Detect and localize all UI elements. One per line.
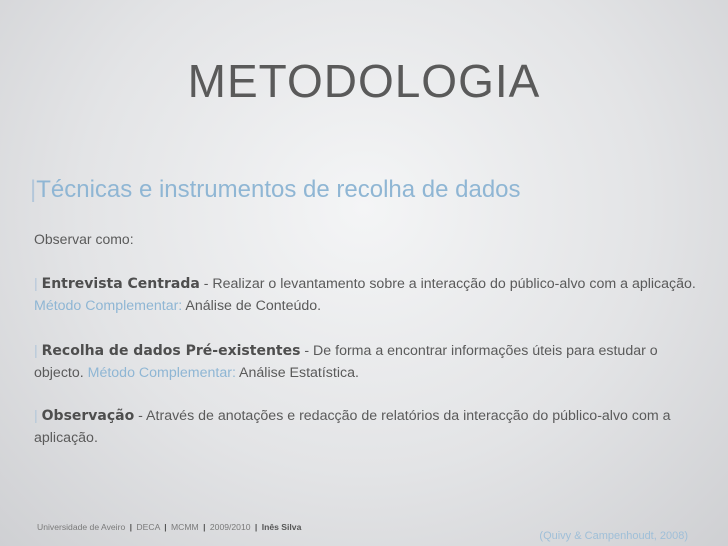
footer-separator: |	[203, 522, 206, 532]
footer	[37, 522, 301, 532]
footer-university: Universidade de Aveiro	[37, 522, 126, 532]
item-text: - Realizar o levantamento sobre a interacção do público-alvo com a aplicação.	[199, 276, 696, 292]
subtitle-text: Técnicas e instrumentos de recolha de dados	[36, 176, 521, 203]
footer-separator: |	[254, 522, 258, 532]
item-heading: Observação	[41, 408, 135, 424]
footer-program: MCMM	[171, 522, 199, 532]
item-heading: Recolha de dados Pré-existentes	[41, 343, 301, 359]
item-text: - De forma a encontrar informações úteis para estudar o objecto.	[34, 343, 658, 381]
list-item	[34, 273, 702, 317]
list-item	[34, 405, 702, 449]
slide-subtitle	[30, 178, 521, 202]
footer-year: 2009/2010	[209, 522, 251, 532]
footer-separator: |	[129, 522, 133, 532]
method-value: Análise Estatística.	[235, 365, 359, 381]
method-label: Método Complementar:	[87, 365, 236, 381]
footer-author: Inês Silva	[261, 522, 302, 532]
footer-dept: DECA	[136, 522, 160, 532]
slide-title: METODOLOGIA	[187, 55, 541, 107]
item-heading: Entrevista Centrada	[41, 276, 200, 292]
citation: (Quivy & Campenhoudt, 2008)	[539, 530, 688, 542]
item-bar: |	[34, 408, 38, 424]
list-item	[34, 340, 702, 384]
item-bar: |	[34, 276, 38, 292]
item-text: - Através de anotações e redacção de relatórios da interacção do público-alvo com a aplicação.	[34, 408, 671, 446]
subtitle-bar: |	[30, 176, 37, 203]
item-bar: |	[34, 343, 38, 359]
footer-separator: |	[164, 522, 167, 532]
method-value: Análise de Conteúdo.	[182, 298, 322, 314]
intro-text: Observar como:	[34, 231, 134, 247]
method-label: Método Complementar:	[34, 298, 183, 314]
